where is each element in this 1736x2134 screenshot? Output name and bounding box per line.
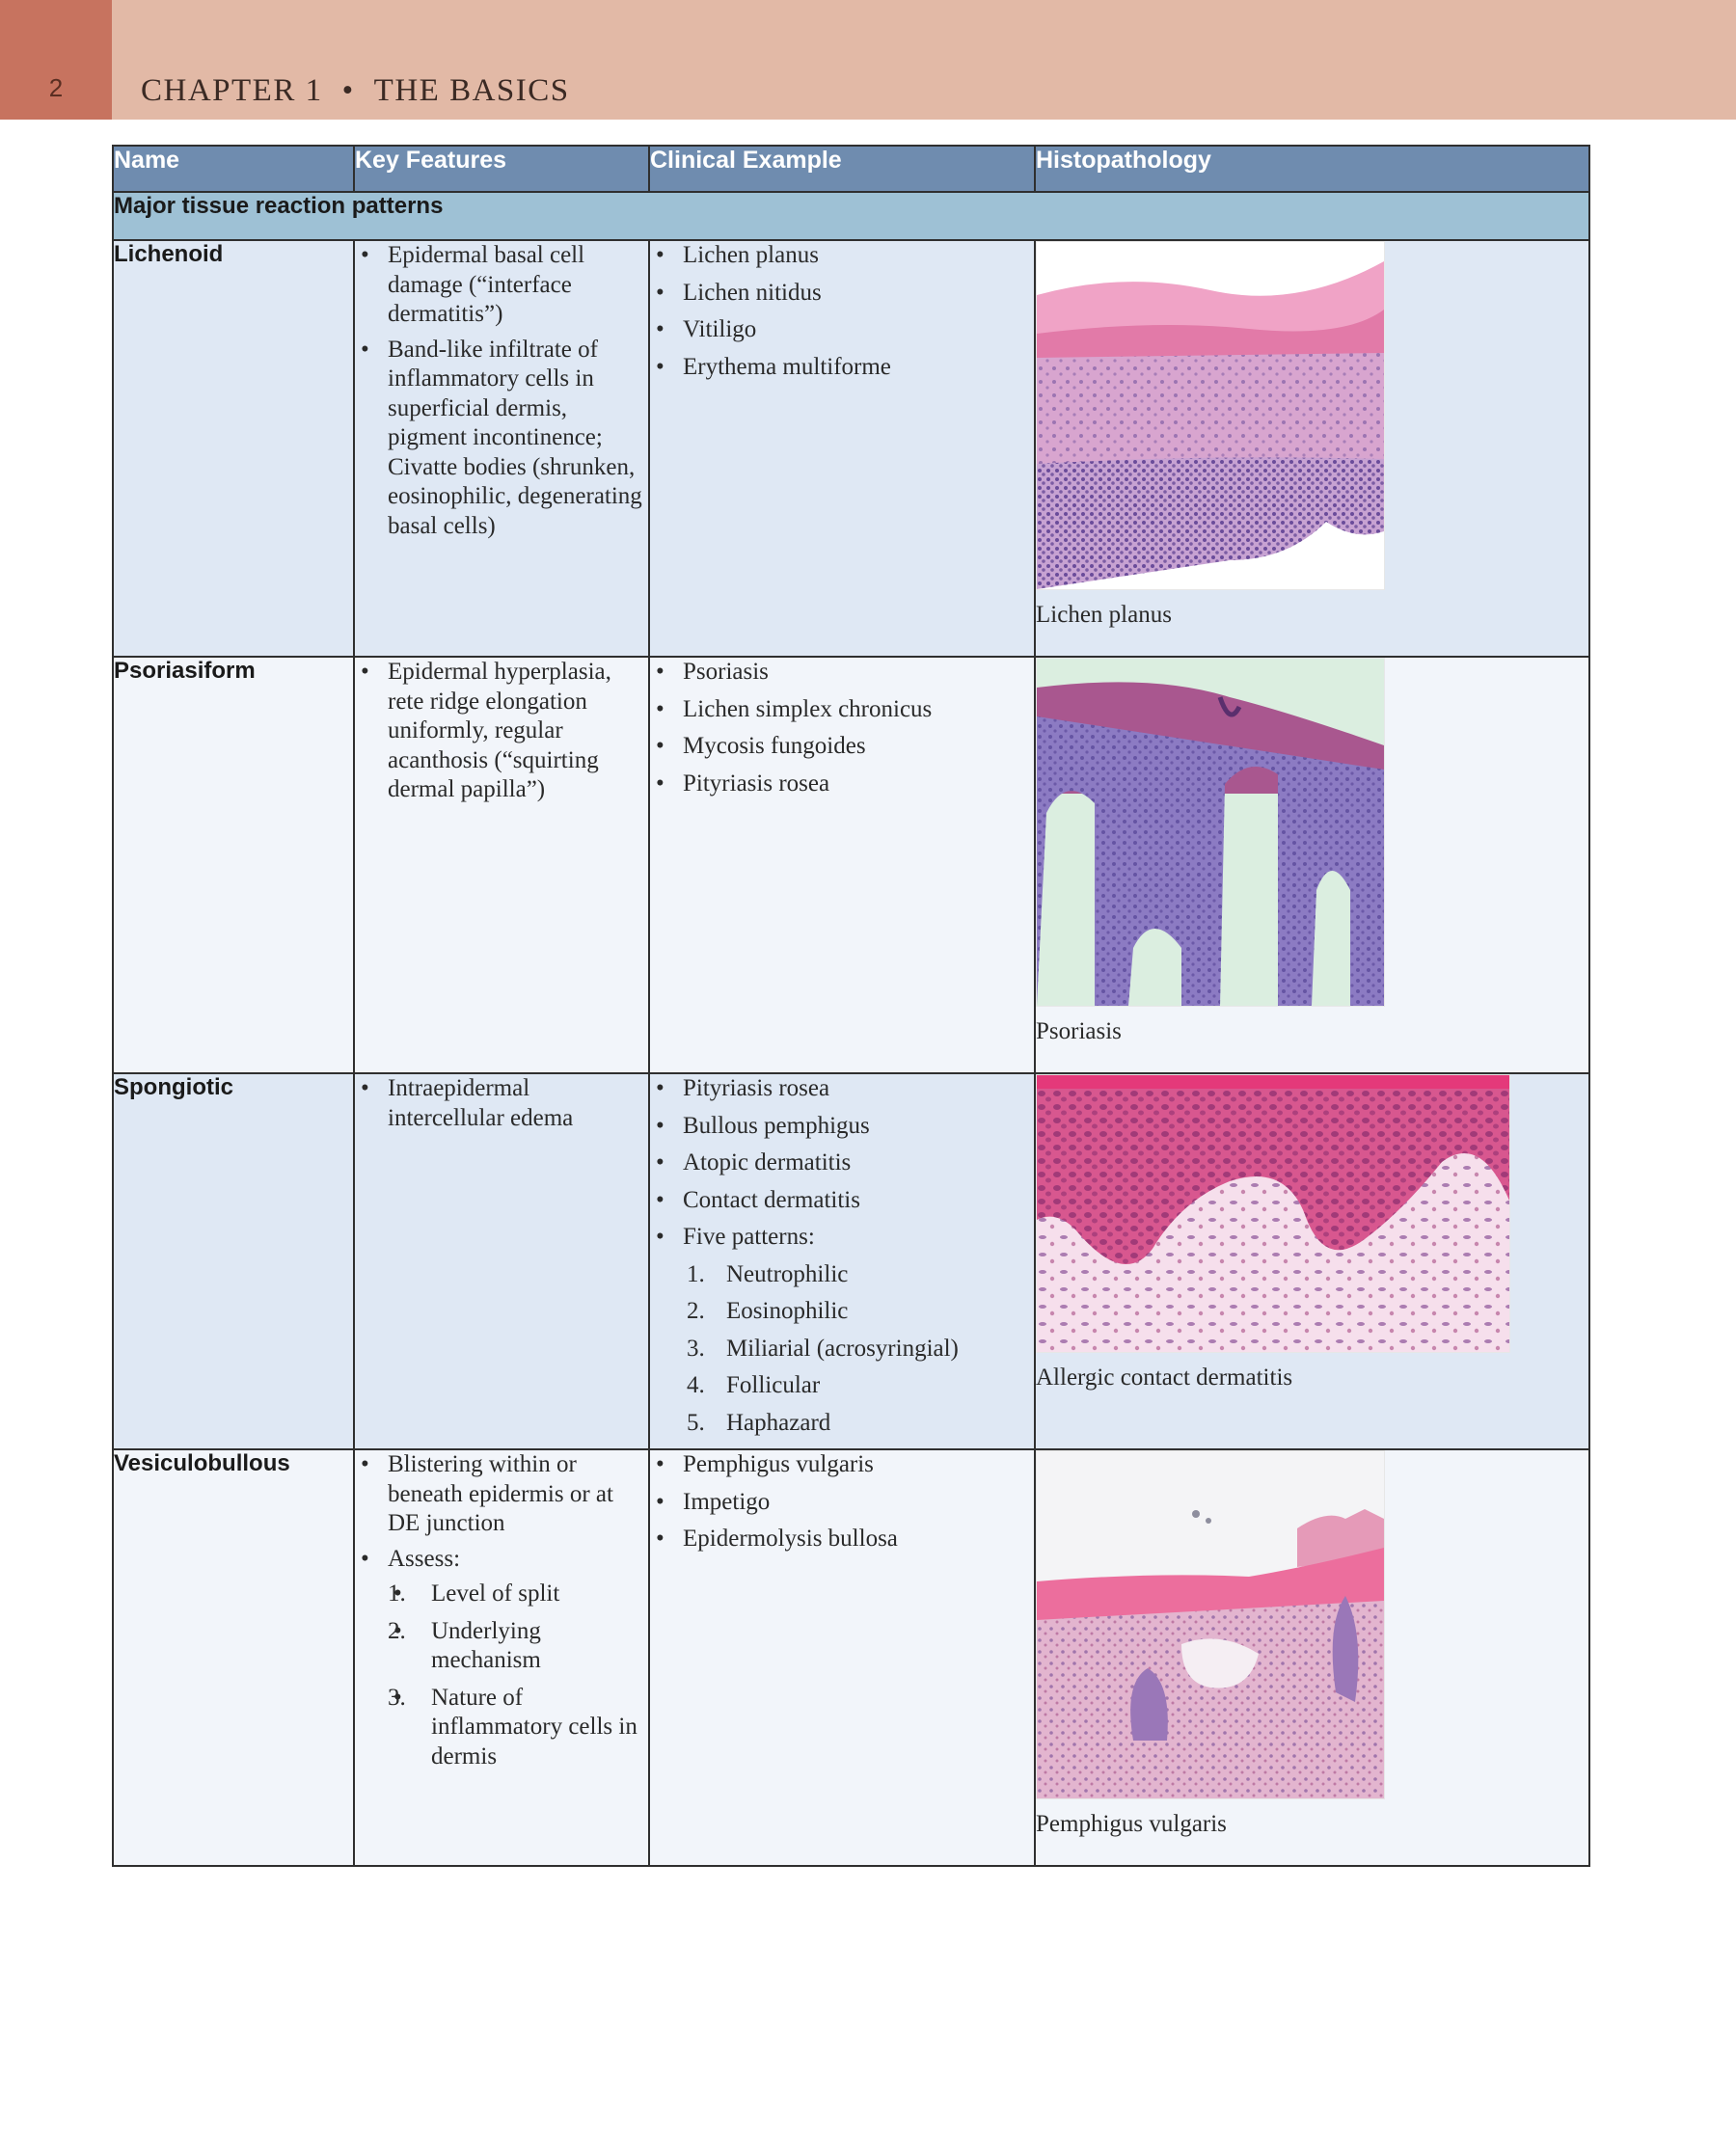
item-text: Nature of inflammatory cells in dermis	[431, 1684, 637, 1769]
clinical-example-cell	[649, 657, 1035, 1073]
image-caption: Lichen planus	[1036, 602, 1172, 628]
chapter-label: CHAPTER 1	[141, 73, 323, 108]
section-label: THE BASICS	[373, 73, 570, 108]
numbered-item	[650, 1371, 1034, 1401]
column-header-key-features: Key Features	[354, 146, 649, 192]
page-number: 2	[48, 73, 64, 102]
clinical-item: • Vitiligo	[650, 315, 1034, 345]
item-number: 3.	[687, 1335, 705, 1362]
clinical-item: • Psoriasis	[650, 658, 1034, 688]
item-text: Haphazard	[726, 1409, 831, 1436]
item-number: • 1.	[388, 1580, 406, 1607]
lichenoid-histology-image	[1036, 241, 1385, 590]
item-number: 2.	[687, 1298, 705, 1324]
row-name: Lichenoid	[113, 240, 354, 657]
row-name: Psoriasiform	[113, 657, 354, 1073]
key-features-cell	[354, 240, 649, 657]
key-features-cell	[354, 657, 649, 1073]
item-number: 1.	[687, 1260, 705, 1287]
image-caption: Psoriasis	[1036, 1018, 1122, 1044]
item-text: Follicular	[726, 1372, 821, 1398]
feature-item: • Epidermal hyperplasia, rete ridge elongation uniformly, regular acanthosis (“squirting dermal papilla”)	[355, 658, 648, 805]
clinical-item: • Contact dermatitis	[650, 1186, 1034, 1216]
clinical-item: • Five patterns:	[650, 1223, 1034, 1253]
item-text: Miliarial (acrosyringial)	[726, 1335, 959, 1362]
histopathology-cell	[1035, 657, 1589, 1073]
title-separator: •	[341, 73, 355, 108]
clinical-item: • Epidermolysis bullosa	[650, 1525, 1034, 1554]
clinical-item: • Lichen nitidus	[650, 279, 1034, 309]
table-row-lichenoid	[113, 240, 1589, 657]
feature-item-text: Assess:	[388, 1545, 461, 1572]
item-text: Eosinophilic	[726, 1298, 849, 1324]
vesiculobullous-histology-image	[1036, 1450, 1385, 1799]
histopathology-cell	[1035, 240, 1589, 657]
clinical-item: • Pityriasis rosea	[650, 1074, 1034, 1104]
spongiotic-histology-image	[1036, 1074, 1510, 1353]
clinical-item: • Bullous pemphigus	[650, 1112, 1034, 1142]
row-name: Vesiculobullous	[113, 1449, 354, 1866]
feature-item: • Blistering within or beneath epidermis or at DE junction	[355, 1450, 648, 1539]
table-row-psoriasiform	[113, 657, 1589, 1073]
item-text: Level of split	[431, 1580, 560, 1607]
column-header-name: Name	[113, 146, 354, 192]
numbered-item	[388, 1580, 648, 1609]
numbered-item	[650, 1409, 1034, 1439]
clinical-example-cell	[649, 1073, 1035, 1449]
tissue-reaction-table	[112, 145, 1590, 1867]
image-caption: Allergic contact dermatitis	[1036, 1364, 1293, 1391]
clinical-item: • Lichen planus	[650, 241, 1034, 271]
clinical-item: • Atopic dermatitis	[650, 1148, 1034, 1178]
item-text: Neutrophilic	[726, 1260, 849, 1287]
clinical-item: • Lichen simplex chronicus	[650, 695, 1034, 725]
histopathology-cell	[1035, 1073, 1589, 1449]
key-features-cell	[354, 1073, 649, 1449]
feature-item: • Epidermal basal cell damage (“interface dermatitis”)	[355, 241, 648, 330]
clinical-item: • Pityriasis rosea	[650, 770, 1034, 799]
histopathology-cell	[1035, 1449, 1589, 1866]
feature-item: • Intraepidermal intercellular edema	[355, 1074, 648, 1133]
feature-item: • Band-like infiltrate of inflammatory cells in superficial dermis, pigment incontinence; Civatte bodies (shrunken, eosinophilic, degenerating basal cells)	[355, 336, 648, 542]
item-text: Underlying mechanism	[431, 1617, 541, 1673]
image-caption: Pemphigus vulgaris	[1036, 1811, 1227, 1837]
numbered-item	[388, 1684, 648, 1772]
numbered-item	[650, 1297, 1034, 1327]
column-header-row	[113, 146, 1589, 192]
table-row-spongiotic	[113, 1073, 1589, 1449]
clinical-item: • Impetigo	[650, 1488, 1034, 1518]
item-number: 5.	[687, 1409, 705, 1436]
clinical-example-cell	[649, 240, 1035, 657]
section-header-row	[113, 192, 1589, 240]
item-number: 4.	[687, 1372, 705, 1398]
table-row-vesiculobullous	[113, 1449, 1589, 1866]
chapter-title	[141, 73, 570, 109]
column-header-clinical-example: Clinical Example	[649, 146, 1035, 192]
numbered-item	[388, 1617, 648, 1676]
clinical-example-cell	[649, 1449, 1035, 1866]
item-number: • 2.	[388, 1617, 406, 1644]
feature-item	[355, 1545, 648, 1772]
column-header-histopathology: Histopathology	[1035, 146, 1589, 192]
clinical-item: • Mycosis fungoides	[650, 732, 1034, 762]
numbered-item	[650, 1335, 1034, 1364]
clinical-item: • Pemphigus vulgaris	[650, 1450, 1034, 1480]
section-title: Major tissue reaction patterns	[113, 192, 1589, 240]
psoriasiform-histology-image	[1036, 658, 1385, 1007]
item-number: • 3.	[388, 1684, 406, 1711]
clinical-item: • Erythema multiforme	[650, 353, 1034, 383]
key-features-cell	[354, 1449, 649, 1866]
numbered-item	[650, 1260, 1034, 1290]
row-name: Spongiotic	[113, 1073, 354, 1449]
